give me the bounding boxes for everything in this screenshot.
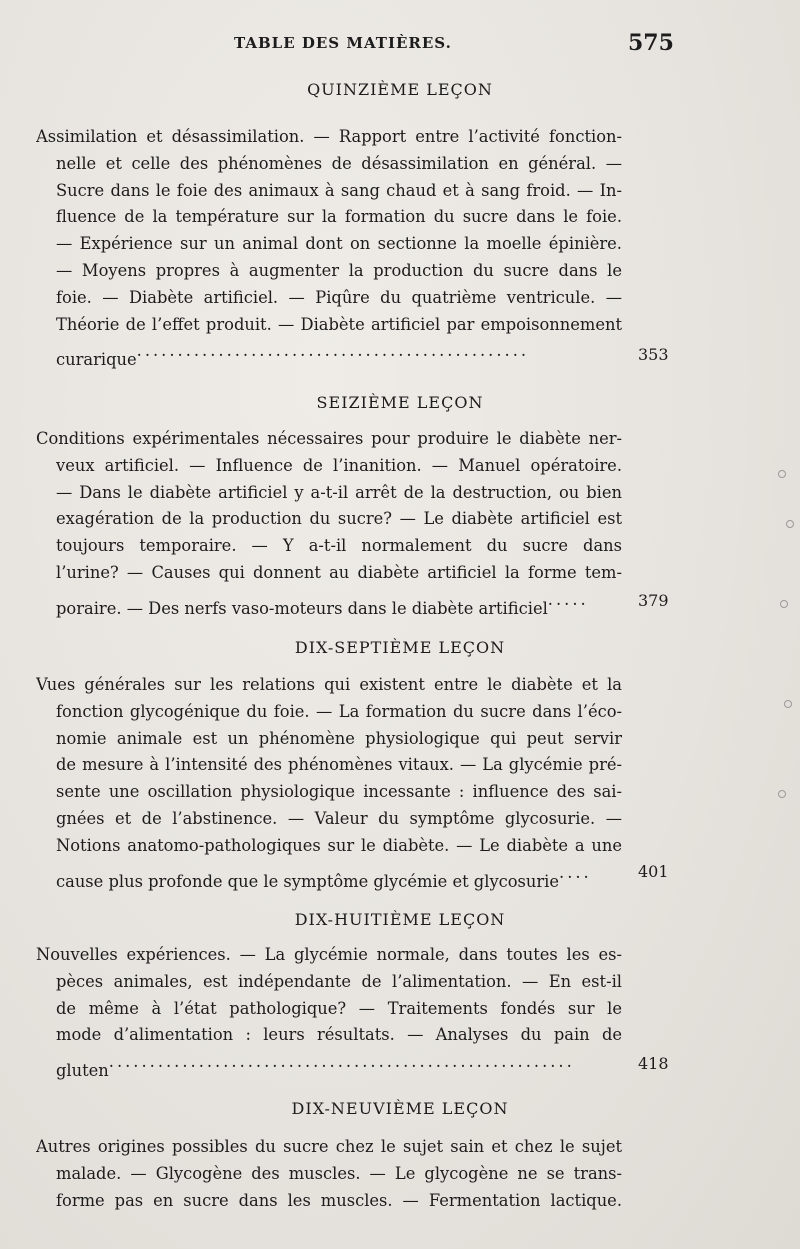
entry-line: toujours temporaire. — Y a-t-il normalement du sucre dans — [56, 536, 622, 556]
page-number: 575 — [628, 30, 674, 56]
entry-line: fluence de la température sur la formation du sucre dans le foie. — [56, 207, 622, 227]
entry-line: sente une oscillation physiologique incessante : influence des sai- — [56, 782, 622, 802]
dot-leader: ..... — [547, 589, 589, 609]
lesson-entry-18 — [36, 942, 622, 1080]
entry-line: Sucre dans le foie des animaux à sang chaud et à sang froid. — In- — [56, 180, 622, 200]
scan-speck — [778, 470, 786, 478]
entry-last-line — [36, 338, 622, 370]
entry-line: de même à l’état pathologique? — Traitements fondés sur le — [56, 998, 622, 1018]
page-reference: 401 — [638, 862, 669, 881]
scan-speck — [786, 520, 794, 528]
entry-line: exagération de la production du sucre? — Le diabète artificiel est — [56, 509, 622, 529]
page-header — [0, 30, 800, 60]
entry-line: Assimilation et désassimilation. — Rapport entre l’activité fonction- — [36, 127, 622, 146]
page-reference: 353 — [638, 345, 669, 364]
entry-last-line — [36, 860, 622, 891]
entry-line: Théorie de l’effet produit. — Diabète artificiel par empoisonnement — [56, 314, 622, 334]
entry-line: veux artificiel. — Influence de l’inanition. — Manuel opératoire. — [56, 455, 622, 475]
lesson-entry-15 — [36, 124, 622, 370]
page-reference: 379 — [638, 591, 669, 610]
lesson-entry-19 — [36, 1134, 622, 1214]
lesson-entry-17 — [36, 672, 622, 891]
lesson-title-16: SEIZIÈME LEÇON — [316, 393, 484, 412]
entry-line: curarique — [56, 350, 137, 370]
entry-line: — Moyens propres à augmenter la production du sucre dans le — [56, 260, 622, 280]
entry-line: Nouvelles expériences. — La glycémie normale, dans toutes les es- — [36, 945, 622, 964]
entry-line: — Dans le diabète artificiel y a-t-il arrêt de la destruction, ou bien — [56, 482, 622, 502]
page-reference: 418 — [638, 1054, 669, 1073]
lesson-title-19: DIX-NEUVIÈME LEÇON — [291, 1099, 509, 1118]
entry-line: nomie animale est un phénomène physiologique qui peut servir — [56, 728, 622, 748]
running-title: TABLE DES MATIÈRES. — [234, 34, 452, 52]
scan-speck — [778, 790, 786, 798]
entry-line: poraire. — Des nerfs vaso-moteurs dans le diabète artificiel — [56, 598, 548, 618]
entry-line: — Expérience sur un animal dont on sectionne la moelle épinière. — [56, 234, 622, 254]
entry-line: l’urine? — Causes qui donnent au diabète artificiel la forme tem- — [56, 562, 622, 582]
entry-line: mode d’alimentation : leurs résultats. — Analyses du pain de — [56, 1025, 622, 1045]
entry-line: forme pas en sucre dans les muscles. — Fermentation lactique. — [56, 1190, 622, 1210]
scan-speck — [784, 700, 792, 708]
entry-last-line — [36, 1049, 622, 1080]
dot-leader: ................................................ — [136, 341, 530, 361]
entry-line: Notions anatomo-pathologiques sur le diabète. — Le diabète a une — [56, 835, 622, 855]
entry-line: gnées et de l’abstinence. — Valeur du symptôme glycosurie. — — [56, 808, 622, 828]
entry-line: Conditions expérimentales nécessaires pour produire le diabète ner- — [36, 429, 622, 448]
lesson-title-17: DIX-SEPTIÈME LEÇON — [294, 638, 506, 657]
entry-line: nelle et celle des phénomènes de désassimilation en général. — — [56, 153, 622, 173]
entry-line: cause plus profonde que le symptôme glycémie et glycosurie — [56, 871, 560, 891]
entry-last-line — [36, 587, 622, 618]
entry-line: Autres origines possibles du sucre chez le sujet sain et chez le sujet — [36, 1137, 622, 1156]
entry-line: gluten — [56, 1060, 109, 1080]
entry-line: foie. — Diabète artificiel. — Piqûre du quatrième ventricule. — — [56, 287, 622, 307]
lesson-entry-16 — [36, 426, 622, 618]
entry-line: pèces animales, est indépendante de l’alimentation. — En est-il — [56, 971, 622, 991]
scan-speck — [780, 600, 788, 608]
lesson-title-15: QUINZIÈME LEÇON — [307, 80, 493, 99]
entry-line: de mesure à l’intensité des phénomènes vitaux. — La glycémie pré- — [56, 755, 622, 775]
entry-line: fonction glycogénique du foie. — La formation du sucre dans l’éco- — [56, 701, 622, 721]
lesson-title-18: DIX-HUITIÈME LEÇON — [294, 910, 506, 929]
dot-leader: .... — [559, 862, 592, 882]
entry-line: malade. — Glycogène des muscles. — Le glycogène ne se trans- — [56, 1163, 622, 1183]
dot-leader: ......................................................... — [108, 1052, 575, 1072]
entry-line: Vues générales sur les relations qui existent entre le diabète et la — [36, 675, 622, 694]
